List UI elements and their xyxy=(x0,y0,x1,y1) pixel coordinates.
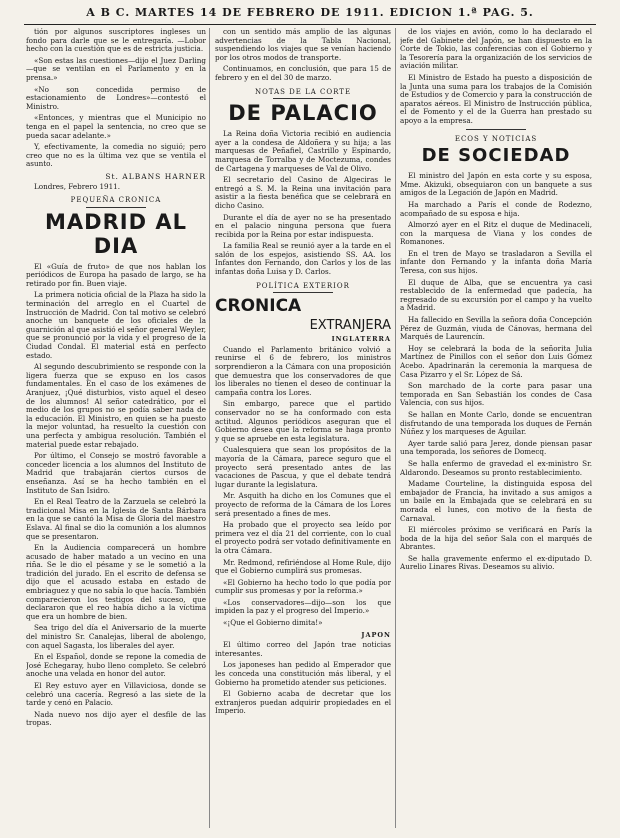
paragraph: tión por algunos suscriptores ingleses un fondo para darle que se le entregaría. —Lobor hecho con la cuestión que es de estricta justicia. xyxy=(26,28,206,54)
headline-de-sociedad: DE SOCIEDAD xyxy=(421,145,571,167)
section-rule xyxy=(273,292,333,293)
paragraph: En el Real Teatro de la Zarzuela se celebró la tradicional Misa en la Iglesia de Santa Bárbara en la que se cantó la Misa de Gloria del maestro Eslava. Al final se dio la comunión a los alumnos que se presentaron. xyxy=(26,497,206,541)
paragraph: Cualesquiera que sean los propósitos de la mayoría de la Cámara, parece seguro que el proyecto será presentado antes de las vacaciones de Pascua, y que el debate tendrá lugar durante la legislatura. xyxy=(215,445,391,489)
paragraph: Nada nuevo nos dijo ayer el desfile de las tropas. xyxy=(26,709,206,728)
column-2 xyxy=(215,28,391,830)
paragraph: Los japoneses han pedido al Emperador que les conceda una constitución más liberal, y el Gobierno ha prometido atender sus peticiones. xyxy=(215,660,391,687)
country-label-japon: JAPON xyxy=(361,630,391,639)
headline-cronica: CRONICA xyxy=(215,296,302,317)
madrid-article xyxy=(26,263,206,728)
paragraph: con un sentido más amplio de las algunas advertencias de la Tabla Nacional, suspendiendo los viajes que se venían haciendo por los otros modos de transporte. xyxy=(215,28,391,62)
paragraph: Almorzó ayer en el Ritz el duque de Medinaceli, con la marquesa de Viana y los condes de Romanones. xyxy=(400,220,592,247)
paragraph: Por último, el Consejo se mostró favorable a conceder licencia a los alumnos del Instituto de Madrid que trabajarán ciertos cursos de enseñanza. Así se ha hecho también en el Instituto de San Isidro. xyxy=(26,451,206,495)
palacio-article xyxy=(215,130,391,277)
paragraph: Durante el día de ayer no se ha presentado en el palacio ninguna persona que fuera recibida por la Reina por estar indispuesta. xyxy=(215,212,391,239)
section-rule xyxy=(273,98,333,99)
paragraph: En el tren de Mayo se trasladaron a Sevilla el infante don Fernando y la infanta doña María Teresa, con sus hijos. xyxy=(400,248,592,276)
paragraph: Se halla enfermo de gravedad el ex-ministro Sr. Aldarondo. Deseamos su pronto restablecimiento. xyxy=(400,458,592,477)
paragraph: Ha marchado a París el conde de Rodezno, acompañado de su esposa e hija. xyxy=(400,199,592,218)
paragraph: Sin embargo, parece que el partido conservador no se ha conformado con esta actitud. Algunos periódicos aseguran que el Gobierno desea que la reforma se haga pronto y que se apruebe en esta legislatura. xyxy=(215,399,391,443)
paragraph: El duque de Alba, que se encuentra ya casi restablecido de la enfermedad que padecía, ha regresado de su excursión por el campo y ha vuelto a Madrid. xyxy=(400,277,592,313)
section-rule xyxy=(86,207,146,208)
paragraph: «No son concedida permiso de estacionamiento de Londres»—contestó el Ministro. xyxy=(26,84,206,111)
paragraph: «Entonces, y mientras que el Municipio no tenga en el papel la sentencia, no creo que se pueda sacar adelante.» xyxy=(26,113,206,140)
author-signature: St. ALBANS HARNER xyxy=(105,171,206,181)
sociedad-article xyxy=(400,172,592,572)
paragraph: El ministro del Japón en esta corte y su esposa, Mme. Akizuki, obsequiaron con un banquete a sus amigos de la Legación de Japón en Madrid. xyxy=(400,171,592,198)
paragraph: El «Guía de fruto» de que nos hablan los periódicos de Europa ha pasado de largo, se ha retirado por fin. Buen viaje. xyxy=(26,261,206,288)
paragraph: Continuamos, en conclusión, que para 15 de febrero y en el del 30 de marzo. xyxy=(215,64,391,82)
column-3 xyxy=(400,28,592,830)
paragraph: Ha probado que el proyecto sea leído por primera vez el día 21 del corriente, con lo cual el proyecto podrá ser votado definitivamente en la otra Cámara. xyxy=(215,520,391,555)
paragraph: El último correo del Japón trae noticias interesantes. xyxy=(215,640,391,658)
paragraph: «¡Que el Gobierno dimita!» xyxy=(223,618,323,628)
paragraph: Sea trigo del día el Aniversario de la muerte del ministro Sr. Canalejas, liberal de abolengo, con aquel Sagasta, los liberales del ayer. xyxy=(26,623,206,650)
column-divider-2 xyxy=(395,28,396,828)
paragraph: Hoy se celebrará la boda de la señorita Julia Martínez de Pinillos con el señor don Luis Gómez Acebo. Apadrinarán la ceremonia la marquesa de Casa Pizarro y el Sr. López de Sá. xyxy=(400,343,592,379)
paragraph: En el Español, donde se repone la comedia de José Echegaray, hubo lleno completo. Se celebró anoche una velada en honor del autor. xyxy=(26,652,206,679)
section-rule xyxy=(466,129,526,130)
paragraph: Se hallan en Monte Carlo, donde se encuentran disfrutando de una temporada los duques de Fernán Núñez y los marqueses de Aguilar. xyxy=(400,409,592,437)
paragraph: Madame Courteline, la distinguida esposa del embajador de Francia, ha invitado a sus amigos a un baile en la Embajada que se celebrará en su morada el lunes, con motivo de la fiesta de Carnaval. xyxy=(400,479,592,523)
paragraph: Se halla gravemente enfermo el ex-diputado D. Aurelio Linares Rivas. Deseamos su alivio. xyxy=(400,553,592,572)
page-header xyxy=(24,6,596,24)
paragraph: El Gobierno acaba de decretar que los extranjeros puedan adquirir propiedades en el Imperio. xyxy=(215,689,391,716)
header-title: A B C. MARTES 14 DE FEBRERO DE 1911. EDICION 1.ª PAG. 5. xyxy=(86,6,534,19)
paragraph: Ayer tarde salió para Jerez, donde piensan pasar una temporada, los señores de Domecq. xyxy=(400,438,592,457)
paragraph: La primera noticia oficial de la Plaza ha sido la terminación del arreglo en el Cuartel de Instrucción de Madrid. Con tal motivo se celebró anoche un banquete de los oficiales de la guarnición al que asistió el señor general Weyler, que se pronunció por la vida y el progreso de la Ciudad Condal. El material está en perfecto estado. xyxy=(26,290,206,360)
paragraph: Son marchado de la corte para pasar una temporada en San Sebastián los condes de Casa Valencia, con sus hijos. xyxy=(400,381,592,408)
paragraph: de los viajes en avión, como lo ha declarado el jefe del Gabinete del Japón, se han dispuesto en la Corte de Tokio, las conferencias con el Gobierno y la Tesorería para la organización de los servicios de aviación militar. xyxy=(400,28,592,71)
paragraph: Ha fallecido en Sevilla la señora doña Concepción Pérez de Guzmán, viuda de Cánovas, hermana del Marqués de Laurencín. xyxy=(400,315,592,342)
paragraph: El miércoles próximo se verificará en París la boda de la hija del señor Sala con el marqués de Abrantes. xyxy=(400,525,592,552)
headline-de-palacio: DE PALACIO xyxy=(228,101,378,126)
paragraph: «Son estas las cuestiones—dijo el Juez Darling—que se ventilan en el Parlamento y en la prensa.» xyxy=(26,55,206,82)
section-label-notas-corte: NOTAS DE LA CORTE xyxy=(254,87,352,96)
paragraph: La Reina doña Victoria recibió en audiencia ayer a la condesa de Aldoñera y su hija; a las marquesas de Peñafiel, Castrillo y Espinardo, marquesa de Torralba y de Moctezuma, condes de Cartagena y marqueses de Val de Olivo. xyxy=(215,129,391,173)
paragraph: Mr. Redmond, refiriéndose al Home Rule, dijo que el Gobierno cumplirá sus promesas. xyxy=(215,557,391,576)
paragraph: El secretario del Casino de Algeciras le entregó a S. M. la Reina una invitación para asistir a la fiesta benéfica que se celebrará en dicho Casino. xyxy=(215,175,391,210)
paragraph: Al segundo descubrimiento se responde con la ligera fuerza que se expuso en los casos fundamentales. En el caso de los exámenes de Aranjuez, ¡Qué disturbios, visto aquel el deseo de los alumnos! Al señor catedrático, por el medio de los grupos no se podía saber nada de la educación. El Ministro, en quien se ha puesto la mejor voluntad, ha resuelto la cuestión con una perfecta y ambigua resolución. También el material puede estar rebajado. xyxy=(26,362,206,449)
paragraph: Y, efectivamente, la comedia no siguió; pero creo que no es la última vez que se ventila el asunto. xyxy=(26,142,206,169)
paragraph: El Rey estuvo ayer en Villaviciosa, donde se celebró una cacería. Regresó a las siete de la tarde y cenó en Palacio. xyxy=(26,681,206,708)
paragraph: «El Gobierno ha hecho todo lo que podía por cumplir sus promesas y por la reforma.» xyxy=(215,577,391,596)
paragraph: «Los conservadores—dijo—son los que impiden la paz y el progreso del Imperio.» xyxy=(215,597,391,616)
country-label-inglaterra: INGLATERRA xyxy=(331,335,391,344)
header-rule xyxy=(24,24,596,25)
paragraph: Mr. Asquith ha dicho en los Comunes que el proyecto de reforma de la Cámara de los Lores será presentado a fines de mes. xyxy=(215,491,391,518)
column-divider-1 xyxy=(209,28,210,828)
paragraph: La familia Real se reunió ayer a la tarde en el salón de los espejos, asistiendo SS. AA. los Infantes don Fernando, don Carlos y los de las infantas doña Luisa y D. Carlos. xyxy=(215,241,391,277)
column-1 xyxy=(26,28,206,830)
section-label-ecos-noticias: ECOS Y NOTICIAS xyxy=(454,134,538,143)
col1-intro xyxy=(26,28,206,169)
section-label-politica-exterior: POLÍTICA EXTERIOR xyxy=(256,281,350,290)
paragraph: Cuando el Parlamento británico volvió a reunirse el 6 de febrero, los ministros sorprendieron a la Cámara con una proposición que demuestra que los conservadores de que los liberales no tienen el deseo de continuar la campaña contra los Lores. xyxy=(215,344,391,397)
cronica-article xyxy=(215,346,391,628)
dateline: Londres, Febrero 1911. xyxy=(34,181,121,191)
paragraph: En la Audiencia comparecerá un hombre acusado de haber matado a un vecino en una riña. Se le dio el pésame y se le sometió a la tradición del jurado. En el escrito de defensa se dijo que el acusado estaba en estado de embriaguez y que no sabía lo que hacía. También comparecieron los testigos del suceso, que declararon que el reo había dicho a la víctima que era un hombre de bien. xyxy=(26,543,206,621)
japon-article xyxy=(215,641,391,716)
headline-extranjera: EXTRANJERA xyxy=(309,318,391,334)
headline-madrid-al-dia: MADRID AL DIA xyxy=(45,209,187,258)
paragraph: El Ministro de Estado ha puesto a disposición de la Junta una suma para los trabajos de la Comisión de Estudios y de Comercio y para la construcción de aparatos aéreos. El Ministro de Instrucción pública, el de Fomento y el de la Guerra han prestado su apoyo a la empresa. xyxy=(400,72,592,125)
section-label-pequena-cronica: PEQUEÑA CRONICA xyxy=(70,196,162,205)
